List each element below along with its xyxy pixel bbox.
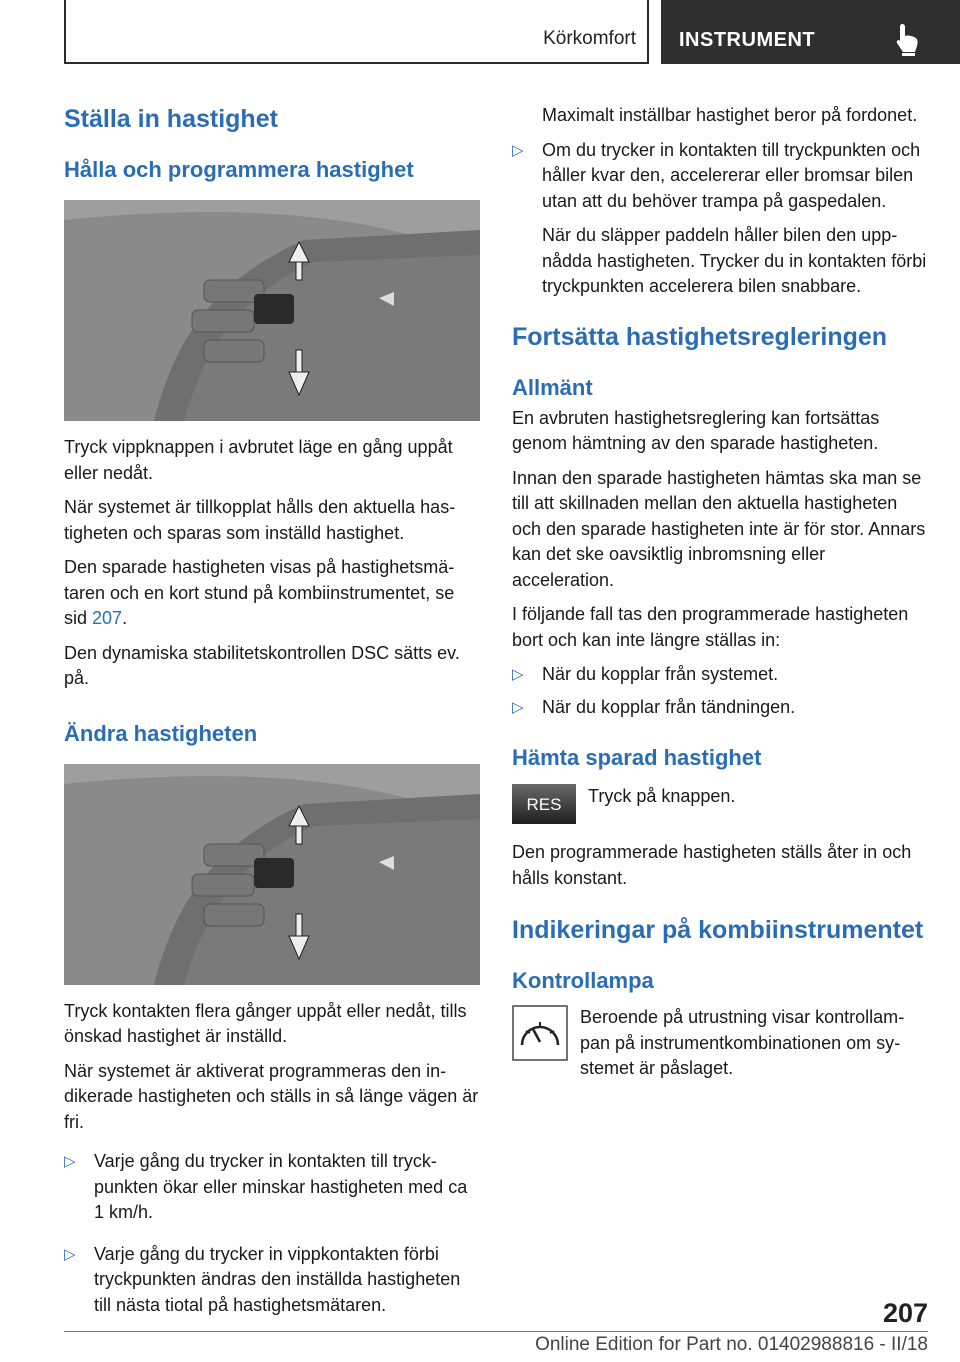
body-text: En avbruten hastighetsreglering kan fortsättas genom hämtning av den sparade hastigheten. — [512, 407, 880, 453]
list-item-text: Om du trycker in kontakten till tryckpunkten och håller kvar den, accelererar eller bromsar bilen utan att du behöver trampa på gaspedalen. — [542, 139, 921, 211]
body-text-fragment: . — [122, 608, 128, 628]
list-item — [64, 1242, 480, 1319]
subsection-heading: Ändra hastigheten — [64, 720, 258, 746]
steering-wheel-switch-image — [64, 200, 480, 421]
list-item-text: När du kopplar från tändningen. — [542, 696, 796, 717]
body-text: Den programmerade hastigheten ställs åter in och hålls konstant. — [512, 842, 912, 888]
pointing-hand-icon — [893, 22, 923, 56]
bullet-triangle-icon: ▷ — [64, 1153, 76, 1170]
indicator-description — [512, 1005, 928, 1082]
bullet-triangle-icon: ▷ — [64, 1245, 76, 1263]
body-text-fragment: Den sparade hastigheten visas på hastighetsmätaren och en kort stund på kombiinstrumentet, se sid — [64, 557, 455, 628]
res-button-icon — [512, 784, 576, 824]
list-item — [512, 695, 928, 721]
section-heading: Indikeringar på kombiinstrumentet — [512, 916, 924, 944]
body-text: När du släpper paddeln håller bilen den uppnådda hastigheten. Trycker du in kontakten förbi tryckpunkten accelerera bilen snabbare. — [542, 225, 927, 296]
res-button-label: RES — [526, 795, 562, 814]
subsection-heading: Kontrollampa — [512, 968, 654, 993]
list-item — [512, 138, 928, 215]
section-title: Körkomfort — [543, 28, 636, 49]
body-text: I följande fall tas den programmerade hastigheten bort och kan inte längre ställas in: — [512, 604, 909, 650]
body-text: Maximalt inställbar hastighet beror på fordonet. — [542, 105, 918, 125]
header-rule — [64, 62, 649, 64]
list-item-text: Varje gång du trycker in vippkontakten förbi tryckpunkten ändras den inställda hastigheten till nästa tiotal på hastighetsmätaren. — [94, 1243, 461, 1315]
subsection-heading: Hålla och programmera hastighet — [64, 157, 414, 182]
body-text: Den dynamiska stabilitetskontrollen DSC sätts ev. på. — [64, 642, 460, 688]
body-text — [64, 555, 480, 632]
steering-wheel-switch-image — [64, 764, 480, 985]
list-item-text: När du kopplar från systemet. — [542, 664, 779, 684]
subsection-heading: Hämta sparad hastighet — [512, 745, 762, 770]
bullet-triangle-icon: ▷ — [512, 666, 524, 683]
right-column — [512, 96, 928, 1082]
list-item-text: Varje gång du trycker in kontakten till tryckpunkten ökar eller minskar hastigheten med ca 1 km/h. — [94, 1151, 468, 1222]
body-text: När systemet är aktiverat programmeras den indikerade hastigheten och ställs in så länge vägen är fri. — [64, 1060, 479, 1132]
chapter-tab[interactable] — [661, 0, 960, 64]
header-rule — [647, 0, 649, 64]
left-column — [64, 96, 480, 1318]
speedometer-indicator-icon — [512, 1005, 568, 1061]
body-text: Beroende på utrustning visar kontrollampan på instrumentkombinationen om systemet är påslaget. — [580, 1007, 905, 1078]
res-instruction — [512, 784, 928, 824]
edition-note: Online Edition for Part no. 01402988816 - II/18 — [535, 1334, 928, 1355]
body-text: Tryck på knappen. — [588, 786, 736, 806]
list-item — [512, 662, 928, 688]
bullet-triangle-icon: ▷ — [512, 141, 524, 159]
subsection-heading: Allmänt — [512, 374, 593, 400]
bullet-triangle-icon: ▷ — [512, 698, 524, 716]
page-reference-link[interactable]: 207 — [92, 608, 123, 628]
section-heading: Fortsätta hastighetsregleringen — [512, 322, 888, 351]
footer-rule — [64, 1331, 928, 1332]
body-text: Tryck kontakten flera gånger uppåt eller nedåt, tills önskad hastighet är inställd. — [64, 1000, 467, 1046]
page-number: 207 — [882, 1298, 928, 1328]
body-text: Innan den sparade hastigheten hämtas ska man se till att skillnaden mellan den aktuella hastigheten och den sparade hastigheten inte är för stor. Annars kan det ske oavsiktlig inbromsning eller acceleration. — [512, 467, 926, 590]
body-text: Tryck vippknappen i avbrutet läge en gång uppåt eller nedåt. — [64, 437, 453, 483]
chapter-tab-label: INSTRUMENT — [679, 29, 816, 51]
body-text: När systemet är tillkopplat hålls den aktuella hastigheten och sparas som inställd hastighet. — [64, 497, 456, 543]
list-item — [64, 1149, 480, 1226]
section-heading: Ställa in hastighet — [64, 105, 278, 133]
